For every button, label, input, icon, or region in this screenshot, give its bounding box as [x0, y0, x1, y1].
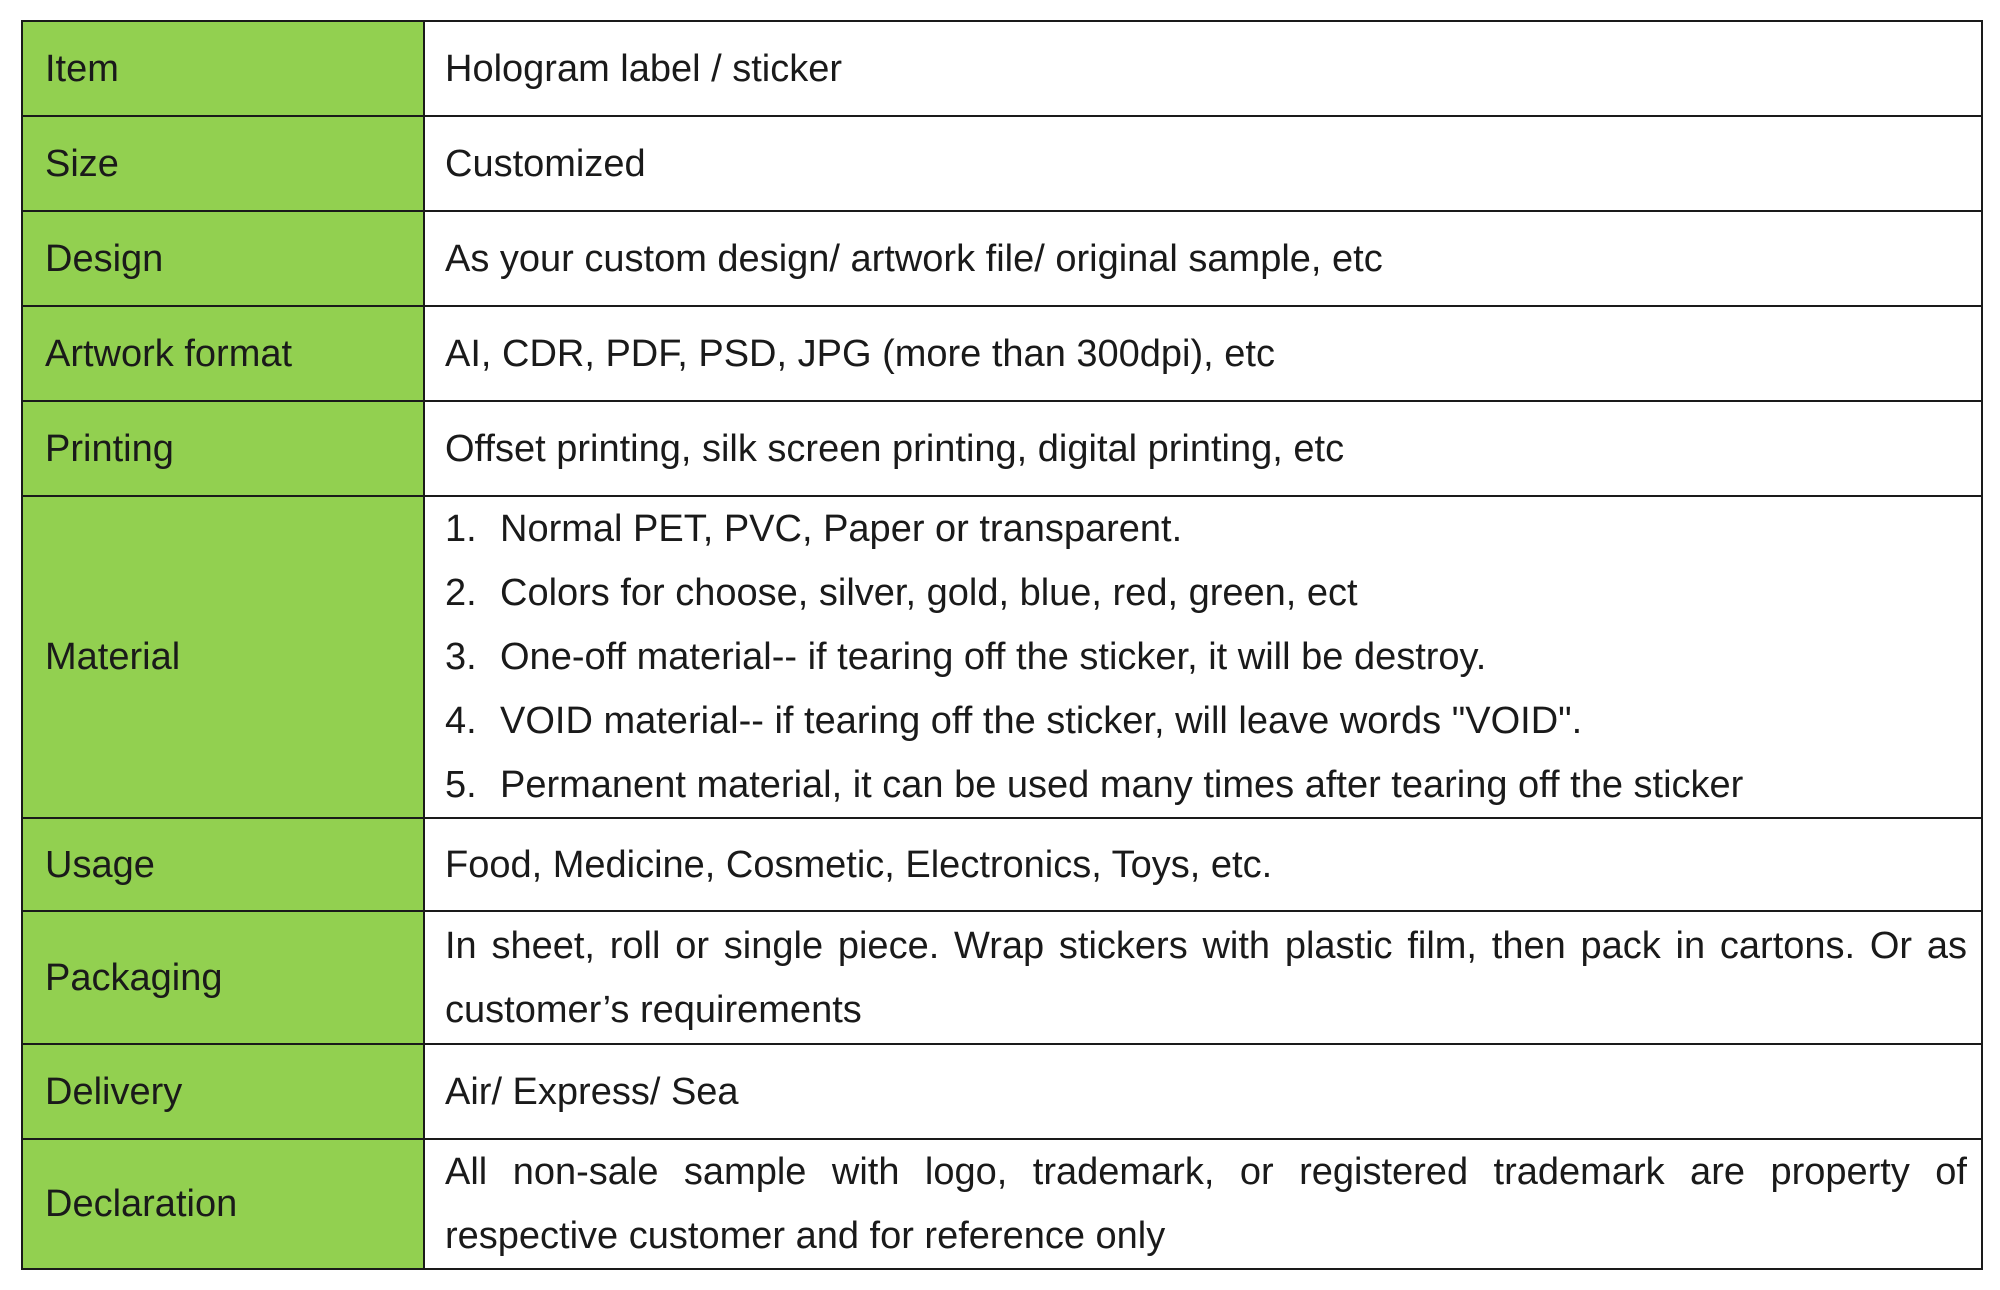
table-row: [22, 496, 1982, 818]
row-value-artwork-format: AI, CDR, PDF, PSD, JPG (more than 300dpi), etc: [424, 306, 1982, 401]
list-item: [445, 625, 1967, 689]
spec-sheet: [21, 20, 1983, 1270]
table-row: [22, 116, 1982, 211]
list-item-text: One-off material-- if tearing off the sticker, it will be destroy.: [500, 636, 1487, 678]
row-value-packaging: In sheet, roll or single piece. Wrap stickers with plastic film, then pack in cartons. Or as customer’s requirements: [424, 911, 1982, 1044]
list-item-text: Normal PET, PVC, Paper or transparent.: [500, 508, 1183, 550]
row-label-usage: Usage: [22, 818, 424, 911]
row-value-printing: Offset printing, silk screen printing, digital printing, etc: [424, 401, 1982, 496]
list-item-text: VOID material-- if tearing off the sticker, will leave words "VOID".: [500, 700, 1583, 742]
list-item-text: Colors for choose, silver, gold, blue, red, green, ect: [500, 572, 1358, 614]
list-item: [445, 689, 1967, 753]
row-value-size: Customized: [424, 116, 1982, 211]
table-row: [22, 21, 1982, 116]
row-value-declaration: All non-sale sample with logo, trademark, or registered trademark are property of respective customer and for reference only: [424, 1139, 1982, 1269]
list-item-text: Permanent material, it can be used many times after tearing off the sticker: [500, 764, 1744, 806]
row-label-artwork-format: Artwork format: [22, 306, 424, 401]
row-label-declaration: Declaration: [22, 1139, 424, 1269]
table-row: [22, 1139, 1982, 1269]
row-label-size: Size: [22, 116, 424, 211]
row-label-packaging: Packaging: [22, 911, 424, 1044]
row-value-delivery: Air/ Express/ Sea: [424, 1044, 1982, 1139]
row-label-material: Material: [22, 496, 424, 818]
list-item: [445, 561, 1967, 625]
row-value-item: Hologram label / sticker: [424, 21, 1982, 116]
table-row: [22, 306, 1982, 401]
row-label-delivery: Delivery: [22, 1044, 424, 1139]
row-value-usage: Food, Medicine, Cosmetic, Electronics, Toys, etc.: [424, 818, 1982, 911]
list-item-number: 2.: [445, 572, 477, 614]
table-row: [22, 211, 1982, 306]
table-row: [22, 401, 1982, 496]
table-row: [22, 911, 1982, 1044]
row-value-design: As your custom design/ artwork file/ original sample, etc: [424, 211, 1982, 306]
list-item: [445, 753, 1967, 817]
table-row: [22, 1044, 1982, 1139]
row-label-item: Item: [22, 21, 424, 116]
list-item: [445, 497, 1967, 561]
table-row: [22, 818, 1982, 911]
material-list: [445, 497, 1967, 817]
row-value-material: [424, 496, 1982, 818]
row-label-design: Design: [22, 211, 424, 306]
list-item-number: 3.: [445, 636, 477, 678]
list-item-number: 1.: [445, 508, 477, 550]
list-item-number: 4.: [445, 700, 477, 742]
list-item-number: 5.: [445, 764, 477, 806]
spec-table: [21, 20, 1983, 1270]
row-label-printing: Printing: [22, 401, 424, 496]
